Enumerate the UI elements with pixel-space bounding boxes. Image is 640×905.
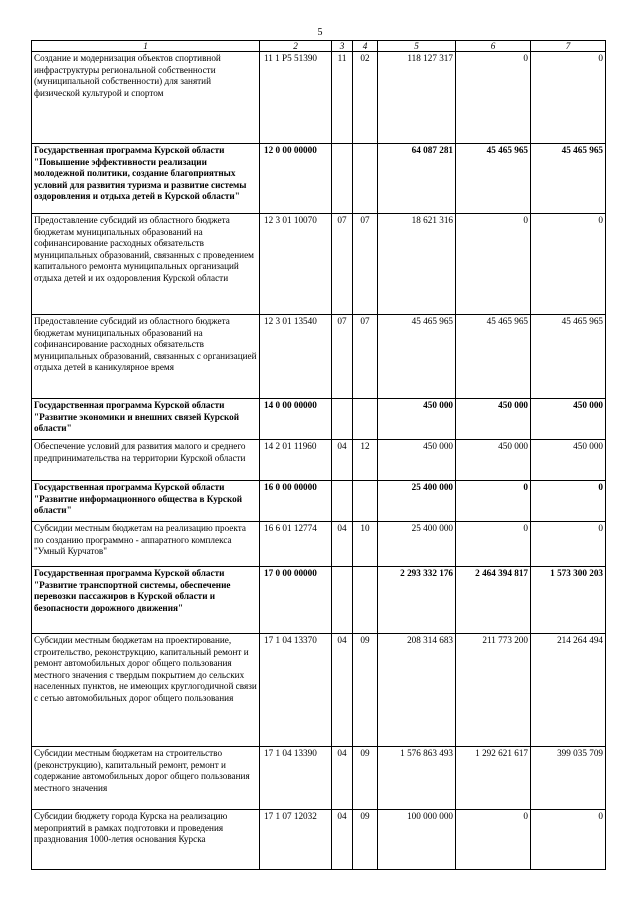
- row-name: Предоставление субсидий из областного бюджета бюджетам муниципальных образований на софинансирование расходных обязательств муниципальных образований, связанных с организацией отдыха детей в каникулярное время: [32, 315, 260, 399]
- column-header: 7: [531, 41, 606, 52]
- section-code: [332, 567, 353, 634]
- target-article-code: 17 0 00 00000: [260, 567, 332, 634]
- target-article-code: 17 1 04 13370: [260, 634, 332, 747]
- subsection-code: 07: [353, 214, 378, 315]
- amount-col5: 118 127 317: [378, 52, 456, 144]
- column-header: 4: [353, 41, 378, 52]
- column-header: 3: [332, 41, 353, 52]
- amount-col6: 0: [456, 214, 531, 315]
- target-article-code: 12 3 01 10070: [260, 214, 332, 315]
- page-number: 5: [317, 27, 323, 38]
- subsection-code: 09: [353, 810, 378, 870]
- amount-col7: 0: [531, 522, 606, 567]
- amount-col5: 1 576 863 493: [378, 747, 456, 810]
- amount-col5: 25 400 000: [378, 481, 456, 522]
- table-row: [32, 440, 606, 481]
- column-header: 2: [260, 41, 332, 52]
- section-code: 04: [332, 522, 353, 567]
- subsection-code: [353, 399, 378, 440]
- subsection-code: 12: [353, 440, 378, 481]
- amount-col7: 45 465 965: [531, 315, 606, 399]
- amount-col6: 1 292 621 617: [456, 747, 531, 810]
- target-article-code: 11 1 P5 51390: [260, 52, 332, 144]
- amount-col7: 45 465 965: [531, 144, 606, 214]
- subsection-code: [353, 144, 378, 214]
- subsection-code: 09: [353, 634, 378, 747]
- target-article-code: 17 1 07 12032: [260, 810, 332, 870]
- amount-col6: 0: [456, 810, 531, 870]
- amount-col6: 450 000: [456, 440, 531, 481]
- section-code: 11: [332, 52, 353, 144]
- section-code: 04: [332, 747, 353, 810]
- section-code: 04: [332, 440, 353, 481]
- program-row: [32, 567, 606, 634]
- target-article-code: 12 0 00 00000: [260, 144, 332, 214]
- section-code: 04: [332, 810, 353, 870]
- target-article-code: 16 0 00 00000: [260, 481, 332, 522]
- section-code: [332, 144, 353, 214]
- amount-col5: 2 293 332 176: [378, 567, 456, 634]
- amount-col6: 211 773 200: [456, 634, 531, 747]
- column-header: 1: [32, 41, 260, 52]
- column-number-row: [32, 41, 606, 52]
- amount-col5: 100 000 000: [378, 810, 456, 870]
- amount-col6: 45 465 965: [456, 315, 531, 399]
- amount-col6: 0: [456, 52, 531, 144]
- column-header: 5: [378, 41, 456, 52]
- section-code: 07: [332, 214, 353, 315]
- program-row: [32, 399, 606, 440]
- subsection-code: 10: [353, 522, 378, 567]
- row-name: Субсидии местным бюджетам на строительство (реконструкцию), капитальный ремонт, ремонт и содержание автомобильных дорог общего пользования местного значения: [32, 747, 260, 810]
- amount-col7: 0: [531, 52, 606, 144]
- row-name: Субсидии местным бюджетам на реализацию проекта по созданию программно - аппаратного комплекса "Умный Курчатов": [32, 522, 260, 567]
- target-article-code: 16 6 01 12774: [260, 522, 332, 567]
- amount-col6: 2 464 394 817: [456, 567, 531, 634]
- table-row: [32, 522, 606, 567]
- table-row: [32, 634, 606, 747]
- table-row: [32, 52, 606, 144]
- amount-col6: 0: [456, 481, 531, 522]
- table-row: [32, 810, 606, 870]
- amount-col7: 450 000: [531, 440, 606, 481]
- row-name: Государственная программа Курской области "Повышение эффективности реализации молодежной политики, создание благоприятных условий для развития туризма и развитие системы оздоровления и отдыха детей в Курской области": [32, 144, 260, 214]
- target-article-code: 17 1 04 13390: [260, 747, 332, 810]
- subsection-code: 09: [353, 747, 378, 810]
- row-name: Субсидии бюджету города Курска на реализацию мероприятий в рамках подготовки и проведения празднования 1000-летия основания Курска: [32, 810, 260, 870]
- amount-col7: 399 035 709: [531, 747, 606, 810]
- amount-col5: 450 000: [378, 440, 456, 481]
- amount-col7: 450 000: [531, 399, 606, 440]
- row-name: Государственная программа Курской области "Развитие экономики и внешних связей Курской области": [32, 399, 260, 440]
- subsection-code: [353, 567, 378, 634]
- amount-col6: 45 465 965: [456, 144, 531, 214]
- row-name: Обеспечение условий для развития малого и среднего предпринимательства на территории Курской области: [32, 440, 260, 481]
- amount-col7: 214 264 494: [531, 634, 606, 747]
- row-name: Государственная программа Курской области "Развитие информационного общества в Курской области": [32, 481, 260, 522]
- section-code: [332, 399, 353, 440]
- amount-col6: 450 000: [456, 399, 531, 440]
- section-code: 07: [332, 315, 353, 399]
- amount-col5: 25 400 000: [378, 522, 456, 567]
- amount-col7: 1 573 300 203: [531, 567, 606, 634]
- amount-col5: 45 465 965: [378, 315, 456, 399]
- target-article-code: 12 3 01 13540: [260, 315, 332, 399]
- program-row: [32, 144, 606, 214]
- section-code: 04: [332, 634, 353, 747]
- amount-col6: 0: [456, 522, 531, 567]
- table-row: [32, 747, 606, 810]
- row-name: Создание и модернизация объектов спортивной инфраструктуры региональной собственности (муниципальной собственности) для занятий физической культурой и спортом: [32, 52, 260, 144]
- table-row: [32, 214, 606, 315]
- amount-col5: 208 314 683: [378, 634, 456, 747]
- table-row: [32, 315, 606, 399]
- amount-col5: 64 087 281: [378, 144, 456, 214]
- subsection-code: 02: [353, 52, 378, 144]
- subsection-code: [353, 481, 378, 522]
- budget-table: [31, 40, 606, 870]
- amount-col7: 0: [531, 481, 606, 522]
- column-header: 6: [456, 41, 531, 52]
- section-code: [332, 481, 353, 522]
- program-row: [32, 481, 606, 522]
- target-article-code: 14 2 01 11960: [260, 440, 332, 481]
- amount-col5: 450 000: [378, 399, 456, 440]
- amount-col7: 0: [531, 214, 606, 315]
- row-name: Субсидии местным бюджетам на проектирование, строительство, реконструкцию, капитальный ремонт и ремонт автомобильных дорог общего пользования местного значения с твердым покрытием до сельских населенных пунктов, не имеющих круглогодичной связи с сетью автомобильных дорог общего пользования: [32, 634, 260, 747]
- target-article-code: 14 0 00 00000: [260, 399, 332, 440]
- amount-col7: 0: [531, 810, 606, 870]
- amount-col5: 18 621 316: [378, 214, 456, 315]
- row-name: Государственная программа Курской области "Развитие транспортной системы, обеспечение перевозки пассажиров в Курской области и безопасности дорожного движения": [32, 567, 260, 634]
- row-name: Предоставление субсидий из областного бюджета бюджетам муниципальных образований на софинансирование расходных обязательств муниципальных образований, связанных с проведением капитального ремонта муниципальных организаций отдыха детей и их оздоровления Курской области: [32, 214, 260, 315]
- subsection-code: 07: [353, 315, 378, 399]
